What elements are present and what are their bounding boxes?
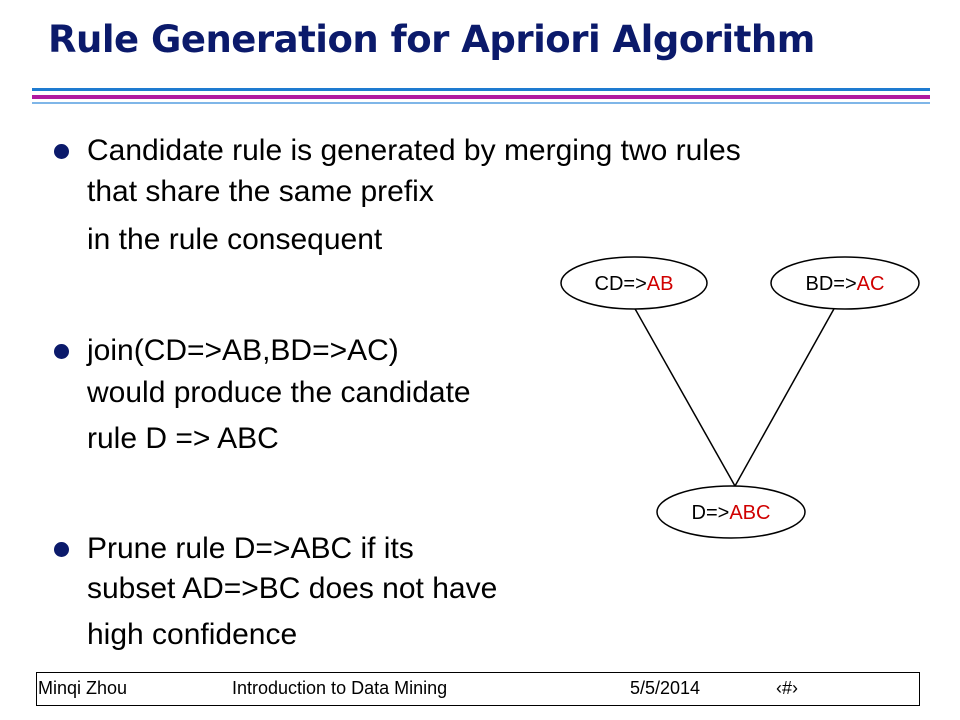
bullet-line: in the rule consequent (87, 223, 383, 256)
node-label-antecedent: D=> (691, 502, 730, 524)
node-label (692, 502, 771, 524)
footer-author: Minqi Zhou (38, 678, 128, 698)
rule-node-cd-ab (561, 257, 707, 309)
rule-node-bd-ac (771, 257, 919, 309)
edge-left (634, 307, 735, 486)
slide-title: Rule Generation for Apriori Algorithm (48, 18, 815, 61)
node-label-consequent: AC (856, 273, 885, 295)
node-label (806, 273, 885, 295)
bullet-line: would produce the candidate (87, 376, 471, 409)
bullet-line: Prune rule D=>ABC if its (87, 532, 414, 565)
bullet-line: that share the same prefix (87, 175, 434, 208)
bullet-line: subset AD=>BC does not have (87, 572, 498, 605)
bullet-line: rule D => ABC (87, 422, 279, 455)
footer-course: Introduction to Data Mining (232, 678, 448, 698)
node-label-consequent: ABC (729, 502, 771, 524)
node-label-consequent: AB (646, 273, 674, 295)
node-label-antecedent: CD=> (594, 273, 647, 295)
bullet-line: Candidate rule is generated by merging two rules (87, 134, 741, 167)
node-label (595, 273, 674, 295)
footer-page-number: ‹#› (776, 678, 798, 698)
bullet-line: join(CD=>AB,BD=>AC) (87, 334, 399, 367)
node-label-antecedent: BD=> (805, 273, 857, 295)
rule-node-d-abc (657, 486, 805, 538)
edge-right (735, 307, 835, 486)
bullet-line: high confidence (87, 618, 298, 651)
footer-date: 5/5/2014 (630, 678, 701, 698)
